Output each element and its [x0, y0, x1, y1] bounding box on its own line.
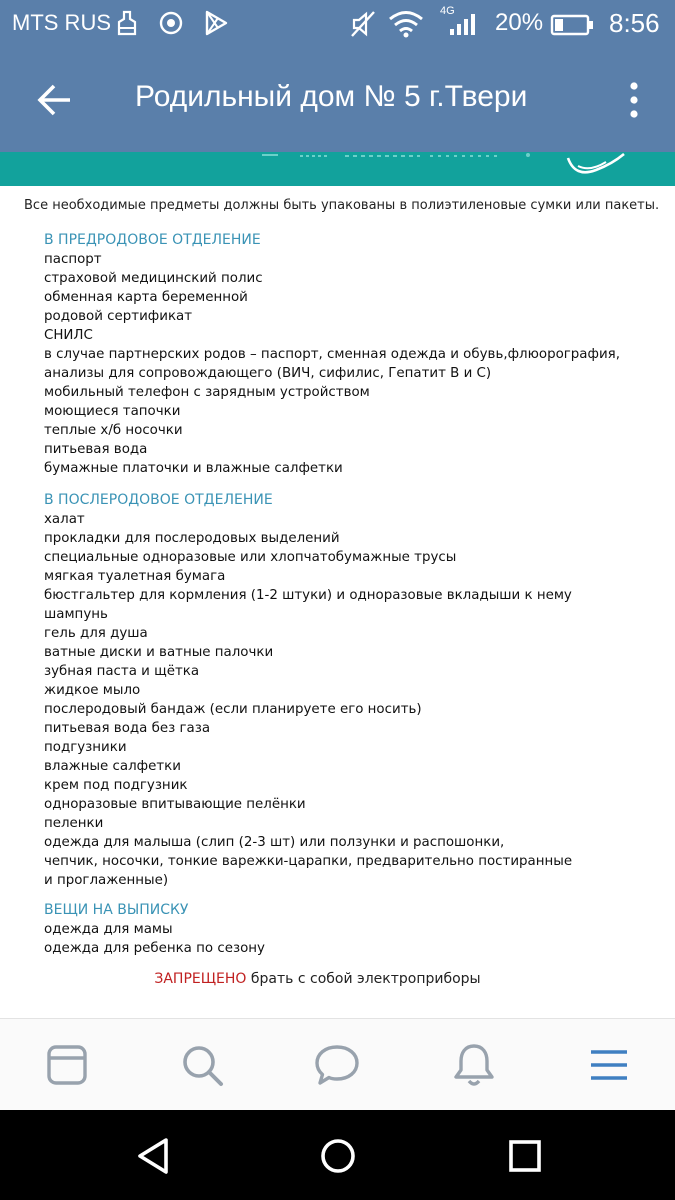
- list-item: мягкая туалетная бумага: [44, 569, 226, 584]
- list-item: бумажные платочки и влажные салфетки: [44, 461, 343, 476]
- list-item: ватные диски и ватные палочки: [44, 645, 274, 660]
- news-feed-icon[interactable]: [43, 1041, 91, 1089]
- battery-icon: [550, 13, 594, 37]
- list-item: питьевая вода: [44, 442, 148, 457]
- camera-icon: [158, 10, 184, 36]
- list-item: паспорт: [44, 252, 102, 267]
- list-item: жидкое мыло: [44, 683, 141, 698]
- app-bar: [0, 48, 675, 152]
- list-item: одежда для малыша (слип (2-3 шт) или ползунки и распошонки,: [44, 835, 505, 850]
- list-item: одежда для ребенка по сезону: [44, 941, 265, 956]
- article-content: [0, 186, 675, 1018]
- search-icon[interactable]: [178, 1041, 226, 1089]
- list-item: одежда для мамы: [44, 922, 173, 937]
- list-item: подгузники: [44, 740, 127, 755]
- list-item: страховой медицинский полис: [44, 271, 263, 286]
- list-item: чепчик, носочки, тонкие варежки-царапки, предварительно постиранные: [44, 854, 573, 869]
- system-navigation-bar: [0, 1110, 675, 1200]
- list-item: крем под подгузник: [44, 778, 188, 793]
- cleaning-icon: [115, 10, 139, 36]
- section-heading-postnatal: В ПОСЛЕРОДОВОЕ ОТДЕЛЕНИЕ: [44, 492, 273, 508]
- menu-icon[interactable]: [585, 1041, 633, 1089]
- warning-emphasis: ЗАПРЕЩЕНО: [154, 971, 247, 987]
- more-vertical-icon[interactable]: [620, 78, 648, 122]
- list-item: обменная карта беременной: [44, 290, 248, 305]
- list-item: бюстгальтер для кормления (1-2 штуки) и одноразовые вкладыши к нему: [44, 588, 572, 603]
- back-triangle-icon[interactable]: [134, 1136, 174, 1176]
- list-item: мобильный телефон с зарядным устройством: [44, 385, 370, 400]
- list-item: теплые х/б носочки: [44, 423, 183, 438]
- list-item: гель для душа: [44, 626, 148, 641]
- section-heading-prenatal: В ПРЕДРОДОВОЕ ОТДЕЛЕНИЕ: [44, 232, 261, 248]
- list-item: влажные салфетки: [44, 759, 181, 774]
- mute-icon: [350, 10, 376, 38]
- header-banner-image: [0, 152, 675, 186]
- list-item: СНИЛС: [44, 328, 93, 343]
- list-item: халат: [44, 512, 85, 527]
- section-heading-discharge: ВЕЩИ НА ВЫПИСКУ: [44, 902, 189, 918]
- list-item: в случае партнерских родов – паспорт, сменная одежда и обувь,флюорография,: [44, 347, 620, 362]
- bottom-navigation: [0, 1018, 675, 1110]
- recents-square-icon[interactable]: [505, 1136, 545, 1176]
- list-item: прокладки для послеродовых выделений: [44, 531, 340, 546]
- battery-percent: 20%: [495, 9, 544, 36]
- status-bar: [0, 0, 675, 48]
- network-type: 4G: [440, 5, 455, 17]
- list-item: анализы для сопровождающего (ВИЧ, сифилис, Гепатит В и С): [44, 366, 492, 381]
- list-item: пеленки: [44, 816, 104, 831]
- list-item: одноразовые впитывающие пелёнки: [44, 797, 306, 812]
- wifi-icon: [388, 10, 424, 38]
- warning-text: [0, 971, 635, 987]
- list-item: шампунь: [44, 607, 108, 622]
- messages-icon[interactable]: [313, 1041, 361, 1089]
- banner-decoration: [0, 152, 675, 186]
- warning-rest: брать с собой электроприборы: [246, 971, 481, 987]
- page-title: Родильный дом № 5 г.Твери: [135, 80, 528, 113]
- list-item: послеродовый бандаж (если планируете его носить): [44, 702, 422, 717]
- list-item: родовой сертификат: [44, 309, 193, 324]
- carrier-name: MTS RUS: [12, 10, 111, 35]
- intro-text: Все необходимые предметы должны быть упакованы в полиэтиленовые сумки или пакеты.: [24, 198, 660, 213]
- list-item: и проглаженные): [44, 873, 169, 888]
- play-store-icon: [203, 10, 229, 36]
- notifications-icon[interactable]: [450, 1041, 498, 1089]
- list-item: моющиеся тапочки: [44, 404, 181, 419]
- signal-icon: [448, 14, 476, 36]
- clock: 8:56: [609, 8, 660, 38]
- list-item: специальные одноразовые или хлопчатобумажные трусы: [44, 550, 457, 565]
- list-item: зубная паста и щётка: [44, 664, 200, 679]
- home-circle-icon[interactable]: [318, 1136, 358, 1176]
- list-item: питьевая вода без газа: [44, 721, 211, 736]
- back-arrow-icon[interactable]: [34, 80, 74, 120]
